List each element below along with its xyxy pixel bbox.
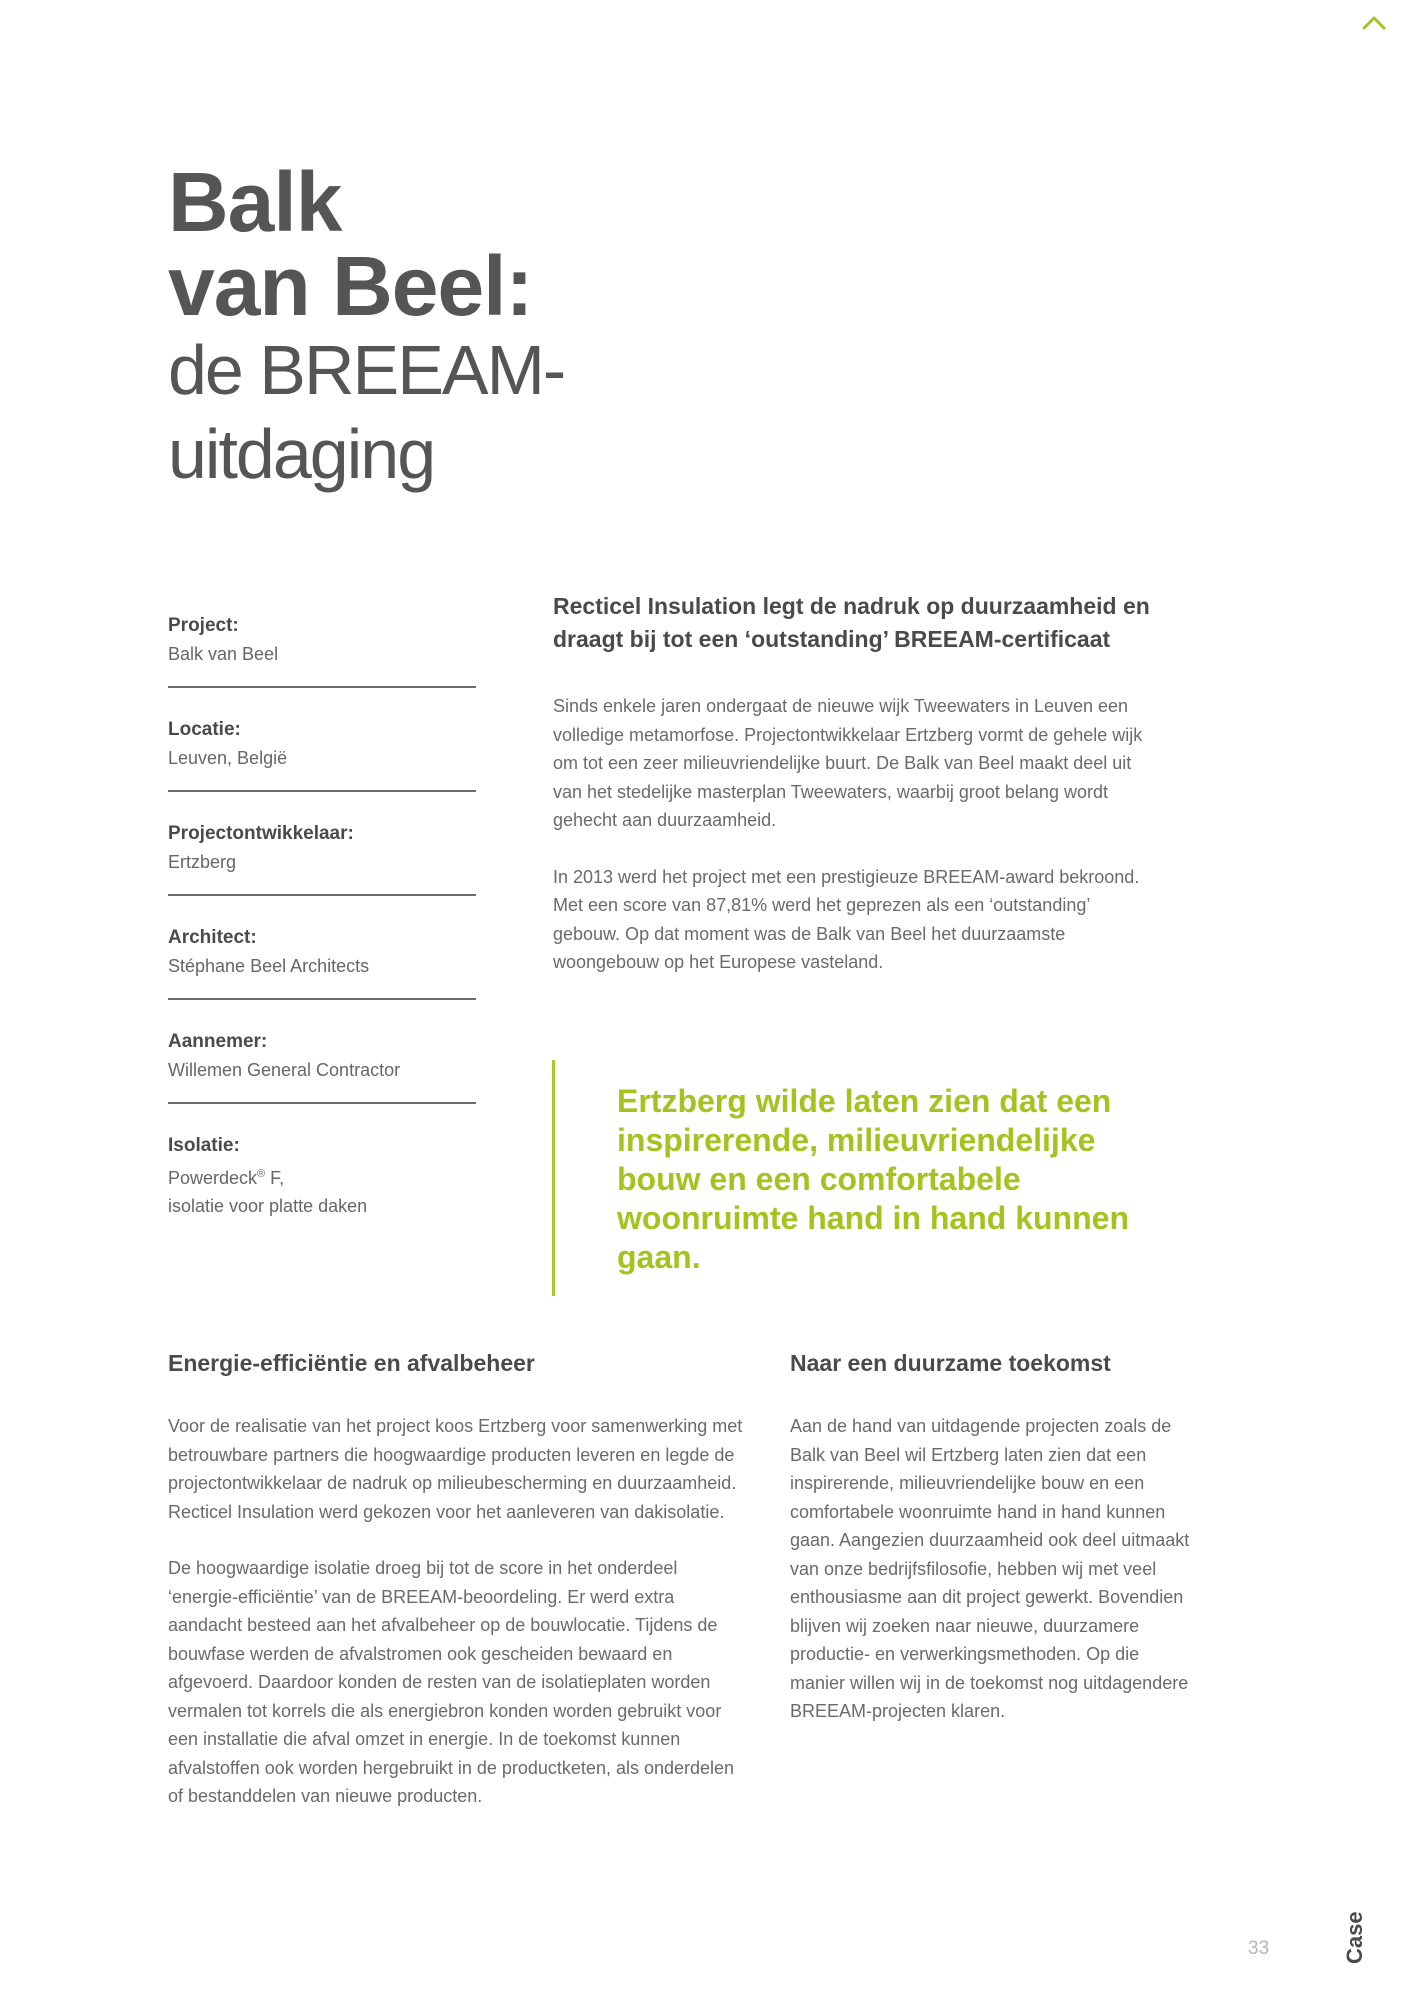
fact-value: Ertzberg	[168, 852, 237, 872]
fact-label: Project:	[168, 615, 239, 636]
fact-architect	[168, 920, 476, 1000]
title-line-2: van Beel:	[168, 239, 533, 333]
page-title	[168, 155, 868, 496]
fact-value: Stéphane Beel Architects	[168, 956, 370, 976]
energie-paragraph-1: Voor de realisatie van het project koos Ertzberg voor samenwerking met betrouwbare partners die hoogwaardige producten leveren en legde de projectontwikkelaar de nadruk op milieubescherming en duurzaamheid. Recticel Insulation werd gekozen voor het aanleveren van dakisolatie.	[168, 1416, 743, 1522]
fact-label: Architect:	[168, 927, 257, 948]
intro-paragraph-2: In 2013 werd het project met een prestigieuze BREEAM-award bekroond. Met een score van 87,81% werd het geprezen als een ‘outstanding’ gebouw. Op dat moment was de Balk van Beel het duurzaamste woongebouw op het Europese vasteland.	[553, 866, 1140, 972]
fact-label: Locatie:	[168, 719, 241, 740]
title-line-3: de BREEAM-	[168, 331, 565, 409]
product-suffix: F,	[265, 1168, 285, 1188]
intro-paragraph-1: Sinds enkele jaren ondergaat de nieuwe wijk Tweewaters in Leuven een volledige metamorfose. Projectontwikkelaar Ertzberg vormt de gehele wijk om tot een zeer milieuvriendelijke buurt. De Balk van Beel maakt deel uit van het stedelijke masterplan Tweewaters, waarbij groot belang wordt gehecht aan duurzaamheid.	[553, 696, 1143, 830]
energie-section	[168, 1348, 748, 1839]
product-name: Powerdeck	[168, 1168, 258, 1188]
fact-value: Leuven, België	[168, 748, 288, 768]
section-tab: Case	[1342, 1911, 1367, 1964]
fact-value: Balk van Beel	[168, 644, 279, 664]
registered-mark: ®	[257, 1168, 266, 1180]
fact-value: Willemen General Contractor	[168, 1060, 401, 1080]
fact-label: Isolatie:	[168, 1135, 240, 1156]
toekomst-section	[790, 1348, 1190, 1754]
fact-value-line2: isolatie voor platte daken	[168, 1196, 368, 1216]
intro-heading: Recticel Insulation legt de nadruk op duurzaamheid en draagt bij tot een ‘outstanding’ BREEAM-certificaat	[553, 593, 1150, 652]
intro-section	[553, 590, 1153, 1005]
project-facts	[168, 608, 476, 1262]
toekomst-paragraph-1: Aan de hand van uitdagende projecten zoals de Balk van Beel wil Ertzberg laten zien dat een inspirerende, milieuvriendelijke bouw en een comfortabele woonruimte hand in hand kunnen gaan. Aangezien duurzaamheid ook deel uitmaakt van onze bedrijfsfilosofie, hebben wij met veel enthousiasme aan dit project gewerkt. Bovendien blijven wij zoeken naar nieuwe, duurzamere productie- en verwerkingsmethoden. Op die manier willen wij in de toekomst nog uitdagendere BREEAM-projecten klaren.	[790, 1416, 1190, 1721]
title-line-1: Balk	[168, 155, 342, 249]
fact-isolatie	[168, 1128, 476, 1238]
fact-label: Projectontwikkelaar:	[168, 823, 354, 844]
title-line-4: uitdaging	[168, 415, 435, 493]
energie-paragraph-2: De hoogwaardige isolatie droeg bij tot de score in het onderdeel ‘energie-efficiëntie’ van de BREEAM-beoordeling. Er werd extra aandacht besteed aan het afvalbeheer op de bouwlocatie. Tijdens de bouwfase werden de afvalstromen ook gescheiden bewaard en afgevoerd. Daardoor konden de resten van de isolatieplaten worden vermalen tot korrels die als energiebron konden worden gebruikt voor een installatie die afval omzet in energie. In de toekomst kunnen afvalstoffen ook worden hergebruikt in de productketen, als onderdelen of bestanddelen van nieuwe producten.	[168, 1558, 735, 1806]
chevron-up-icon[interactable]	[1360, 12, 1388, 32]
energie-heading: Energie-efficiëntie en afvalbeheer	[168, 1350, 535, 1376]
pull-quote	[552, 1060, 1175, 1296]
page-number: 33	[1248, 1938, 1270, 1959]
fact-locatie	[168, 712, 476, 792]
fact-aannemer	[168, 1024, 476, 1104]
fact-value	[168, 1160, 476, 1192]
fact-project	[168, 608, 476, 688]
fact-projectontwikkelaar	[168, 816, 476, 896]
fact-label: Aannemer:	[168, 1031, 268, 1052]
toekomst-heading: Naar een duurzame toekomst	[790, 1350, 1111, 1376]
quote-text: Ertzberg wilde laten zien dat een inspirerende, milieuvriendelijke bouw en een comfortabele woonruimte hand in hand kunnen gaan.	[617, 1083, 1129, 1275]
